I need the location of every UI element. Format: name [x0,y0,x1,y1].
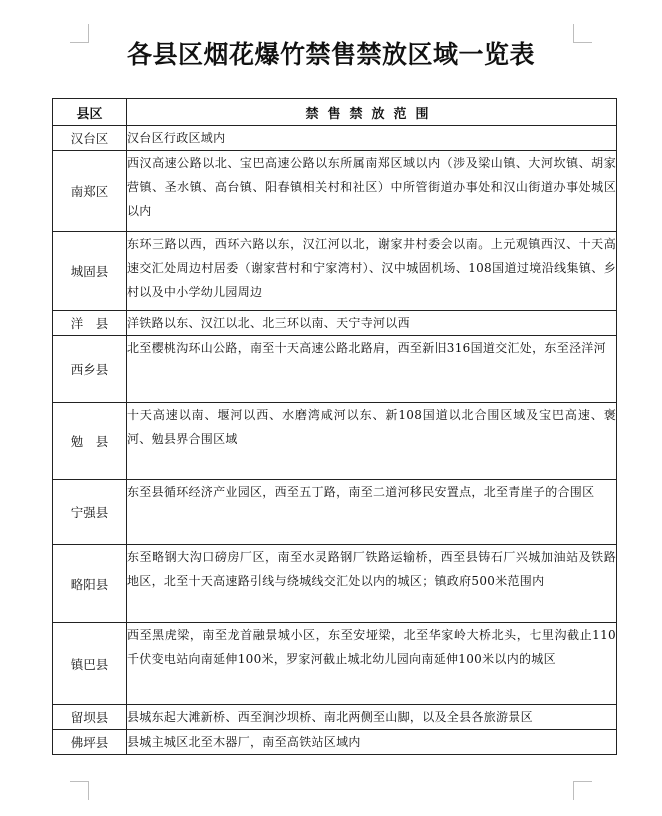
scope-cell: 北至樱桃沟环山公路，南至十天高速公路北路肩，西至新旧316国道交汇处，东至泾洋河 [127,336,617,403]
scope-cell: 洋铁路以东、汉江以北、北三环以南、天宁寺河以西 [127,311,617,336]
table-row [53,151,617,232]
county-cell: 略阳县 [53,545,127,623]
scope-cell: 西汉高速公路以北、宝巴高速公路以东所属南郑区域以内（涉及梁山镇、大河坎镇、胡家营镇、圣水镇、高台镇、阳春镇相关村和社区）中所管街道办事处和汉山街道办事处城区以内 [127,151,617,232]
table-row [53,545,617,623]
table-header-row [53,99,617,126]
county-cell: 汉台区 [53,126,127,151]
county-cell: 勉 县 [53,403,127,480]
table-row [53,336,617,403]
table-row [53,311,617,336]
scope-cell: 西至黑虎梁，南至龙首融景城小区，东至安垭梁，北至华家岭大桥北头，七里沟截止110千伏变电站向南延伸100米，罗家河截止城北幼儿园向南延伸100米以内的城区 [127,623,617,705]
scope-cell: 东至略钢大沟口磅房厂区，南至水灵路钢厂铁路运输桥，西至县铸石厂兴城加油站及铁路地区，北至十天高速路引线与绕城线交汇处以内的城区；镇政府500米范围内 [127,545,617,623]
table-row [53,403,617,480]
county-cell: 南郑区 [53,151,127,232]
table-row [53,623,617,705]
county-cell: 西乡县 [53,336,127,403]
scope-cell: 东至县循环经济产业园区，西至五丁路，南至二道河移民安置点，北至青崖子的合围区 [127,480,617,545]
county-cell: 宁强县 [53,480,127,545]
header-county: 县区 [53,99,127,126]
header-scope: 禁售禁放范围 [127,99,617,126]
table-row [53,730,617,755]
county-cell: 镇巴县 [53,623,127,705]
county-cell: 佛坪县 [53,730,127,755]
ban-zones-table [52,98,617,755]
scope-cell: 县城东起大滩新桥、西至涧沙坝桥、南北两侧至山脚，以及全县各旅游景区 [127,705,617,730]
scope-cell: 十天高速以南、堰河以西、水磨湾咸河以东、新108国道以北合围区域及宝巴高速、褒河、勉县界合围区域 [127,403,617,480]
table-row [53,126,617,151]
document-title: 各县区烟花爆竹禁售禁放区域一览表 [126,40,535,69]
county-cell: 城固县 [53,232,127,311]
crop-mark-bottom-right [573,781,592,800]
county-cell: 留坝县 [53,705,127,730]
table-row [53,232,617,311]
county-cell: 洋 县 [53,311,127,336]
table-row [53,705,617,730]
scope-cell: 汉台区行政区域内 [127,126,617,151]
table-row [53,480,617,545]
crop-mark-bottom-left [70,781,89,800]
scope-cell: 东环三路以西，西环六路以东，汉江河以北，谢家井村委会以南。上元观镇西汉、十天高速交汇处周边村居委（谢家营村和宁家湾村）、汉中城固机场、108国道过境沿线集镇、乡村以及中小学幼儿园周边 [127,232,617,311]
scope-cell: 县城主城区北至木器厂，南至高铁站区域内 [127,730,617,755]
